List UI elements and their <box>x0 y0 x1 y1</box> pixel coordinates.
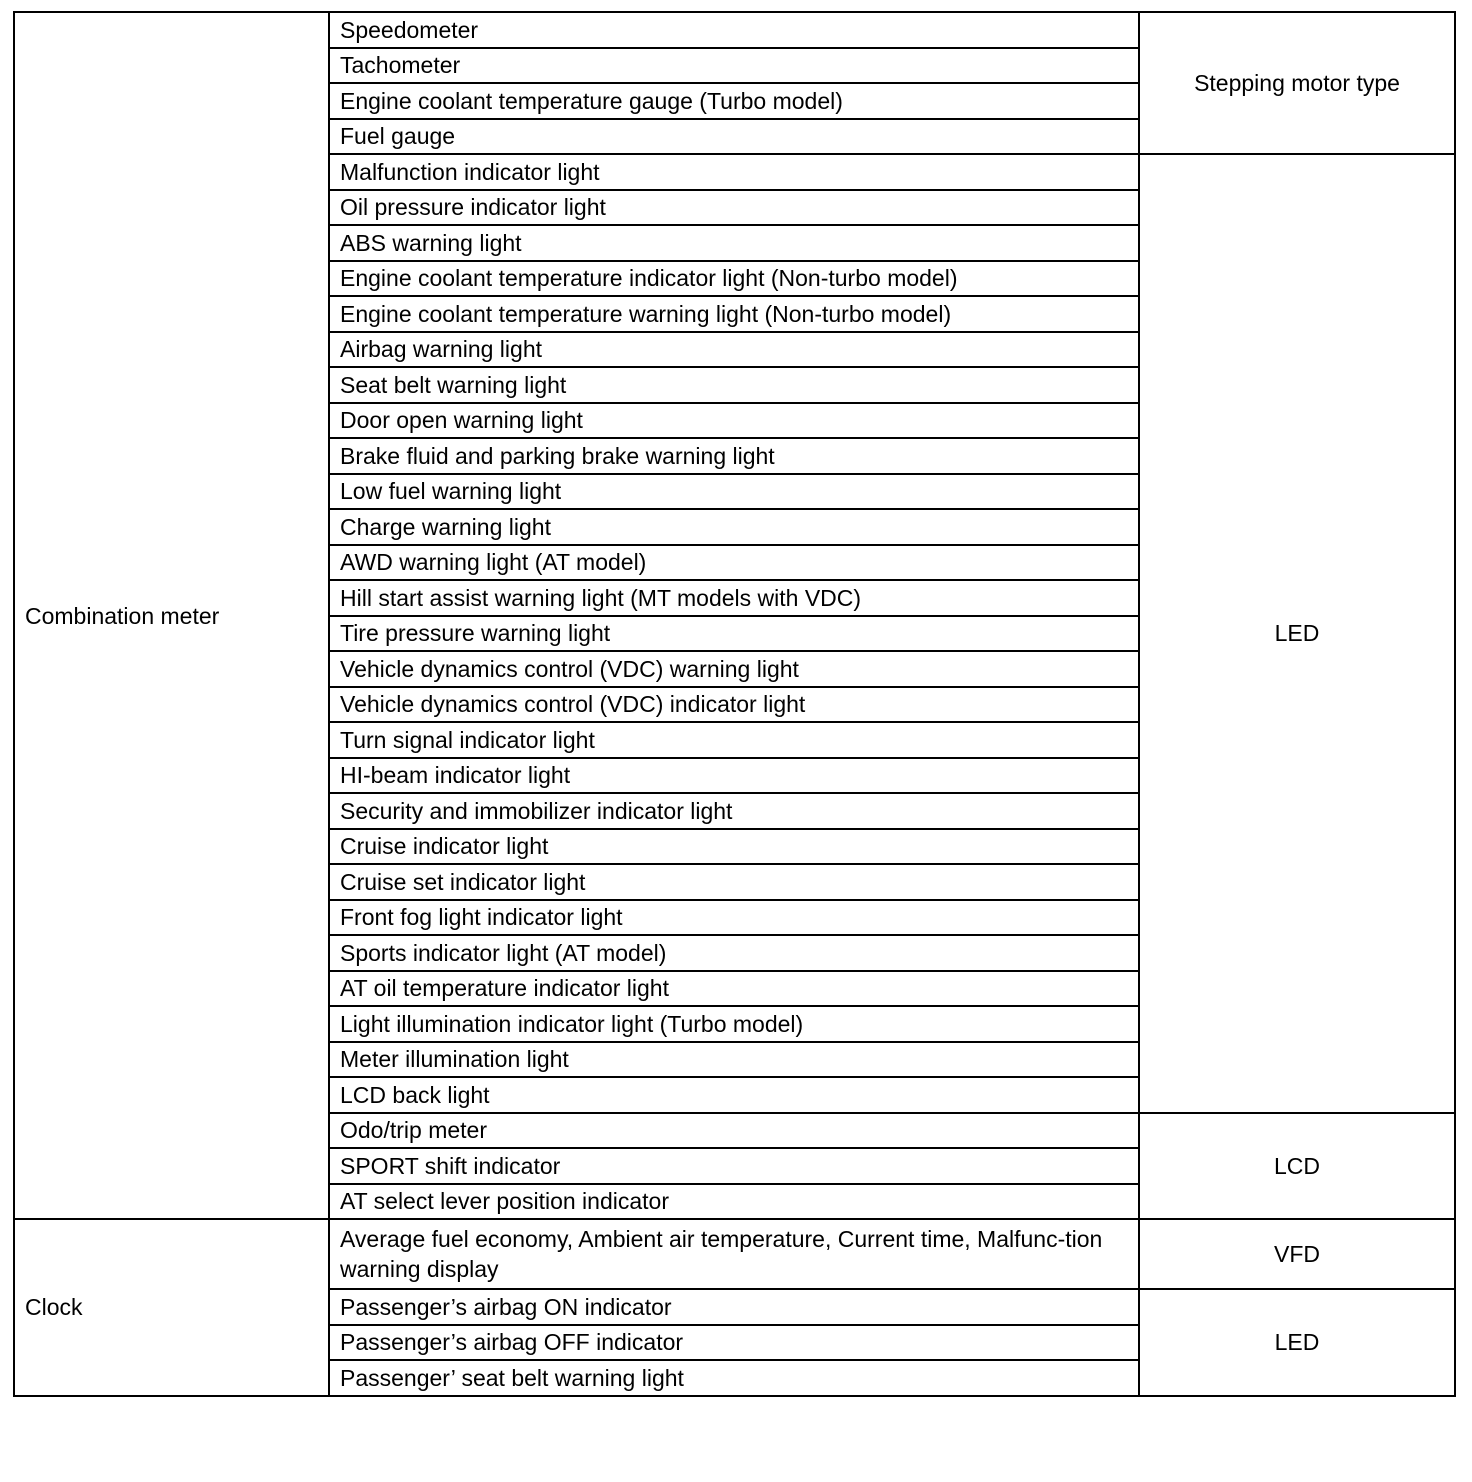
item-cell: ABS warning light <box>329 225 1139 261</box>
item-cell: Security and immobilizer indicator light <box>329 793 1139 829</box>
table-row <box>14 1219 1455 1289</box>
specification-table <box>13 11 1456 1397</box>
item-cell: Turn signal indicator light <box>329 722 1139 758</box>
item-cell: Brake fluid and parking brake warning light <box>329 438 1139 474</box>
item-cell: Engine coolant temperature indicator light (Non-turbo model) <box>329 261 1139 297</box>
table-row <box>14 12 1455 48</box>
item-cell: Door open warning light <box>329 403 1139 439</box>
type-led-clock: LED <box>1139 1289 1455 1396</box>
item-cell: AT oil temperature indicator light <box>329 971 1139 1007</box>
item-cell: Fuel gauge <box>329 119 1139 155</box>
item-cell: Cruise indicator light <box>329 829 1139 865</box>
item-cell: AT select lever position indicator <box>329 1184 1139 1220</box>
item-cell: Hill start assist warning light (MT models with VDC) <box>329 580 1139 616</box>
item-cell: AWD warning light (AT model) <box>329 545 1139 581</box>
item-cell: Passenger’s airbag OFF indicator <box>329 1325 1139 1361</box>
item-cell: Tire pressure warning light <box>329 616 1139 652</box>
item-cell: Vehicle dynamics control (VDC) warning light <box>329 651 1139 687</box>
item-cell: Oil pressure indicator light <box>329 190 1139 226</box>
item-cell: Odo/trip meter <box>329 1113 1139 1149</box>
item-cell: Passenger’s airbag ON indicator <box>329 1289 1139 1325</box>
item-cell: Vehicle dynamics control (VDC) indicator light <box>329 687 1139 723</box>
item-cell: Light illumination indicator light (Turbo model) <box>329 1006 1139 1042</box>
item-cell: Low fuel warning light <box>329 474 1139 510</box>
type-vfd: VFD <box>1139 1219 1455 1289</box>
item-cell: Charge warning light <box>329 509 1139 545</box>
item-cell: Passenger’ seat belt warning light <box>329 1360 1139 1396</box>
group-combination-meter: Combination meter <box>14 12 329 1219</box>
item-cell: Engine coolant temperature warning light (Non-turbo model) <box>329 296 1139 332</box>
item-cell: Cruise set indicator light <box>329 864 1139 900</box>
item-cell: Speedometer <box>329 12 1139 48</box>
item-cell: Meter illumination light <box>329 1042 1139 1078</box>
item-cell: Sports indicator light (AT model) <box>329 935 1139 971</box>
type-led: LED <box>1139 154 1455 1113</box>
item-cell: Tachometer <box>329 48 1139 84</box>
group-clock: Clock <box>14 1219 329 1396</box>
type-stepping-motor: Stepping motor type <box>1139 12 1455 154</box>
item-cell: LCD back light <box>329 1077 1139 1113</box>
item-cell: Airbag warning light <box>329 332 1139 368</box>
item-cell: Seat belt warning light <box>329 367 1139 403</box>
item-cell: HI-beam indicator light <box>329 758 1139 794</box>
item-cell: Malfunction indicator light <box>329 154 1139 190</box>
type-lcd: LCD <box>1139 1113 1455 1220</box>
item-cell: Engine coolant temperature gauge (Turbo model) <box>329 83 1139 119</box>
item-cell: SPORT shift indicator <box>329 1148 1139 1184</box>
item-cell: Front fog light indicator light <box>329 900 1139 936</box>
item-cell: Average fuel economy, Ambient air temperature, Current time, Malfunc-tion warning display <box>329 1219 1139 1289</box>
